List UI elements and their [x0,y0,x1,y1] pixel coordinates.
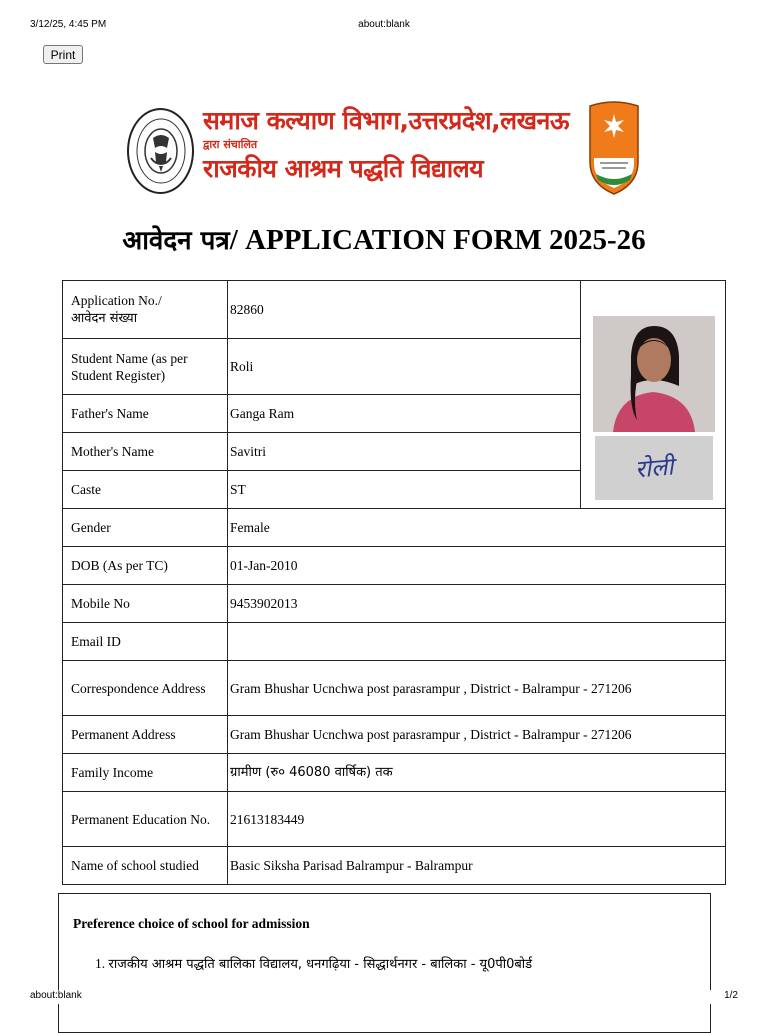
student-photo-icon [593,316,715,432]
department-name: समाज कल्याण विभाग,उत्तरप्रदेश,लखनऊ [203,106,570,135]
value-student-name: Roli [228,339,581,395]
signature-text: रोली [633,451,675,484]
table-row [63,754,726,792]
preference-number: 1. [95,956,106,971]
table-row [63,792,726,847]
uttar-pradesh-emblem-icon [127,108,194,194]
table-row [63,716,726,754]
label-permanent-education-no: Permanent Education No. [63,792,228,847]
table-row [63,547,726,585]
value-application-no: 82860 [228,281,581,339]
table-row [63,847,726,885]
browser-print-header [30,19,738,33]
preference-heading: Preference choice of school for admission [73,916,310,931]
label-caste: Caste [63,471,228,509]
label-application-no: Application No./ [71,293,162,308]
preference-section [58,893,711,1033]
value-gender: Female [228,509,726,547]
label-permanent-address: Permanent Address [63,716,228,754]
table-row [63,281,726,339]
label-dob: DOB (As per TC) [63,547,228,585]
form-title [0,221,768,260]
browser-print-footer [30,990,738,1004]
value-permanent-address: Gram Bhushar Ucnchwa post parasrampur , District - Balrampur - 271206 [228,716,726,754]
value-mobile: 9453902013 [228,585,726,623]
photo-signature-cell [581,281,726,509]
value-dob: 01-Jan-2010 [228,547,726,585]
value-correspondence-address: Gram Bhushar Ucnchwa post parasrampur , District - Balrampur - 271206 [228,661,726,716]
ashram-school-logo-icon [586,100,642,196]
field-label [63,281,228,339]
form-title-english: / APPLICATION FORM 2025-26 [229,224,646,256]
footer-url: about:blank [30,990,82,1001]
value-permanent-education-no: 21613183449 [228,792,726,847]
table-row [63,661,726,716]
list-item [95,954,532,972]
label-father-name: Father's Name [63,395,228,433]
value-mother-name: Savitri [228,433,581,471]
table-row [63,623,726,661]
label-student-name: Student Name (as per Student Register) [63,339,228,395]
value-family-income: ग्रामीण (रु० 46080 वार्षिक) तक [228,754,726,792]
value-school-studied: Basic Siksha Parisad Balrampur - Balrampur [228,847,726,885]
print-url: about:blank [358,19,410,30]
table-row [63,509,726,547]
value-email [228,623,726,661]
label-application-no-hindi: आवेदन संख्या [71,311,138,326]
label-mobile: Mobile No [63,585,228,623]
label-email: Email ID [63,623,228,661]
school-type-name: राजकीय आश्रम पद्धति विद्यालय [203,154,484,183]
value-father-name: Ganga Ram [228,395,581,433]
form-title-hindi: आवेदन पत्र [122,226,230,256]
print-button[interactable]: Print [43,45,83,64]
department-header [203,104,583,186]
application-details-table [62,280,726,885]
label-correspondence-address: Correspondence Address [63,661,228,716]
preference-school: राजकीय आश्रम पद्धति बालिका विद्यालय, धनगढ़िया - सिद्धार्थनगर - बालिका - यू0पी0बोर्ड [108,957,533,972]
value-caste: ST [228,471,581,509]
label-mother-name: Mother's Name [63,433,228,471]
page-indicator: 1/2 [724,990,738,1001]
label-school-studied: Name of school studied [63,847,228,885]
signature [595,436,713,500]
table-row [63,585,726,623]
label-gender: Gender [63,509,228,547]
print-datetime: 3/12/25, 4:45 PM [30,19,107,30]
label-family-income: Family Income [63,754,228,792]
operated-by: द्वारा संचालित [203,138,258,151]
